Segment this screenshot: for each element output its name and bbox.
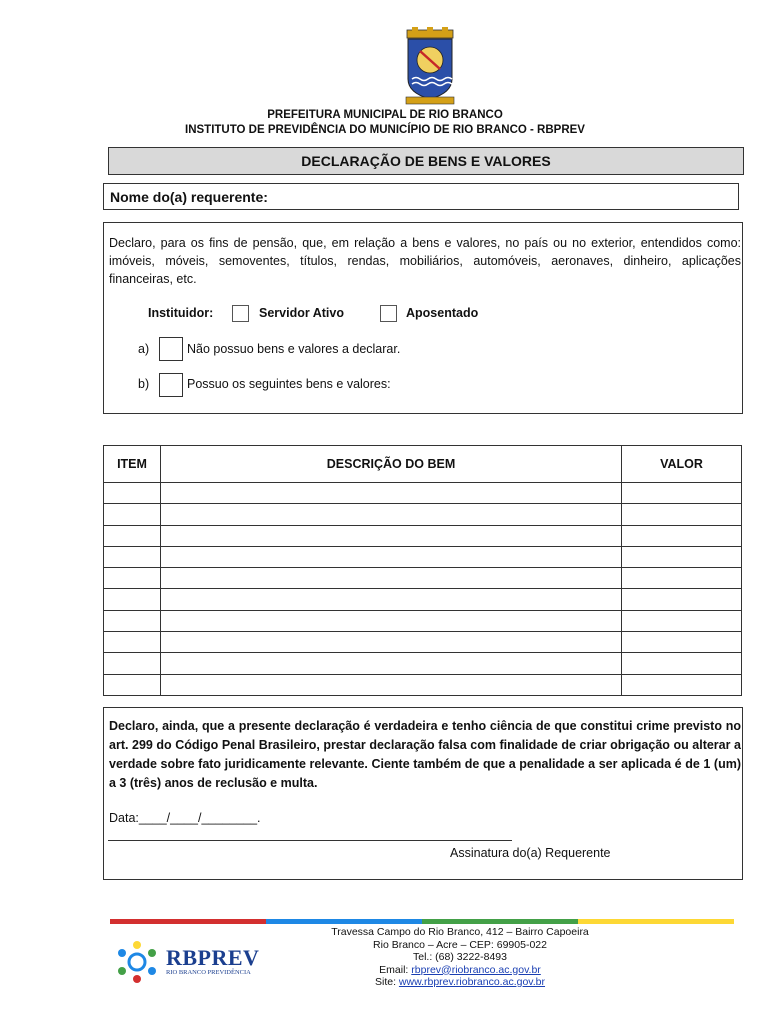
item-cell[interactable] <box>104 525 161 546</box>
has-assets-label: Possuo os seguintes bens e valores: <box>187 377 391 391</box>
table-row <box>104 632 742 653</box>
option-a-letter: a) <box>138 342 150 356</box>
no-assets-checkbox[interactable] <box>159 337 183 361</box>
item-cell[interactable] <box>104 546 161 567</box>
item-cell[interactable] <box>104 483 161 504</box>
table-row <box>104 483 742 504</box>
email-row: Email: rbprev@riobranco.ac.gov.br <box>379 963 541 976</box>
logo-subtext: RIO BRANCO PREVIDÊNCIA <box>166 969 251 976</box>
servidor-ativo-checkbox[interactable] <box>232 305 249 322</box>
description-cell[interactable] <box>161 568 622 589</box>
table-row <box>104 504 742 525</box>
description-cell[interactable] <box>161 525 622 546</box>
email-link[interactable]: rbprev@riobranco.ac.gov.br <box>411 963 541 976</box>
signature-label: Assinatura do(a) Requerente <box>450 846 611 860</box>
value-cell[interactable] <box>622 525 742 546</box>
footer-bar-red <box>110 919 266 924</box>
value-cell[interactable] <box>622 674 742 695</box>
footer-bar-blue <box>266 919 422 924</box>
table-row <box>104 546 742 567</box>
description-cell[interactable] <box>161 546 622 567</box>
value-cell[interactable] <box>622 568 742 589</box>
value-cell[interactable] <box>622 653 742 674</box>
address-line-2: Rio Branco – Acre – CEP: 69905-022 <box>373 938 547 951</box>
table-row <box>104 525 742 546</box>
declaration-text: Declaro, para os fins de pensão, que, em relação a bens e valores, no país ou no exterior, entendidos como: imóveis, móveis, semoventes, títulos, rendas, mobiliários, automóveis, aeronaves, dinheiro, aplicações financeiras, etc. <box>109 236 741 286</box>
item-cell[interactable] <box>104 589 161 610</box>
column-header-description: DESCRIÇÃO DO BEM <box>161 446 622 483</box>
value-cell[interactable] <box>622 483 742 504</box>
value-cell[interactable] <box>622 504 742 525</box>
table-header-row <box>104 446 742 483</box>
no-assets-label: Não possuo bens e valores a declarar. <box>187 342 401 356</box>
signature-line[interactable] <box>108 840 512 841</box>
instituidor-label: Instituidor: <box>148 306 214 320</box>
item-cell[interactable] <box>104 610 161 631</box>
header-line-1: PREFEITURA MUNICIPAL DE RIO BRANCO <box>267 109 503 121</box>
table-row <box>104 610 742 631</box>
aposentado-label: Aposentado <box>406 306 479 320</box>
city-crest-emblem <box>404 27 456 107</box>
description-cell[interactable] <box>161 632 622 653</box>
value-cell[interactable] <box>622 632 742 653</box>
site-row: Site: www.rbprev.riobranco.ac.gov.br <box>374 976 546 988</box>
item-cell[interactable] <box>104 653 161 674</box>
description-cell[interactable] <box>161 589 622 610</box>
table-row <box>104 653 742 674</box>
item-cell[interactable] <box>104 632 161 653</box>
item-cell[interactable] <box>104 568 161 589</box>
description-cell[interactable] <box>161 504 622 525</box>
footer-address <box>300 926 620 989</box>
has-assets-checkbox[interactable] <box>159 373 183 397</box>
value-cell[interactable] <box>622 589 742 610</box>
logo-text: RBPREV <box>166 945 260 970</box>
form-title: DECLARAÇÃO DE BENS E VALORES <box>108 147 744 175</box>
requester-name-field[interactable] <box>103 183 739 210</box>
date-field[interactable]: Data:____/____/________. <box>109 811 261 825</box>
rbprev-logo <box>112 940 272 984</box>
phone: Tel.: (68) 3222-8493 <box>413 951 507 963</box>
column-header-item: ITEM <box>104 446 161 483</box>
value-cell[interactable] <box>622 546 742 567</box>
footer-bar-green <box>422 919 578 924</box>
table-row <box>104 589 742 610</box>
footer-bar-yellow <box>578 919 734 924</box>
address-line-1: Travessa Campo do Rio Branco, 412 – Bairro Capoeira <box>331 926 589 938</box>
requester-name-label: Nome do(a) requerente: <box>110 189 268 205</box>
final-declaration-text: Declaro, ainda, que a presente declaração é verdadeira e tenho ciência de que constitui crime previsto no art. 299 do Código Penal Brasileiro, prestar declaração falsa com finalidade de criar obrigação ou alterar a verdade sobre fato juridicamente relevante. Ciente também de que a penalidade a ser aplicada é de 1 (um) a 3 (três) anos de reclusão e multa. <box>109 719 741 790</box>
column-header-value: VALOR <box>622 446 742 483</box>
aposentado-checkbox[interactable] <box>380 305 397 322</box>
item-cell[interactable] <box>104 674 161 695</box>
description-cell[interactable] <box>161 674 622 695</box>
site-link[interactable]: www.rbprev.riobranco.ac.gov.br <box>398 976 546 988</box>
value-cell[interactable] <box>622 610 742 631</box>
servidor-ativo-label: Servidor Ativo <box>259 306 344 320</box>
rbprev-logo-icon <box>112 940 162 984</box>
table-row <box>104 568 742 589</box>
description-cell[interactable] <box>161 653 622 674</box>
description-cell[interactable] <box>161 483 622 504</box>
assets-table <box>103 445 742 696</box>
description-cell[interactable] <box>161 610 622 631</box>
header-line-2: INSTITUTO DE PREVIDÊNCIA DO MUNICÍPIO DE RIO BRANCO - RBPREV <box>185 124 585 136</box>
option-b-letter: b) <box>138 377 150 391</box>
item-cell[interactable] <box>104 504 161 525</box>
table-row <box>104 674 742 695</box>
